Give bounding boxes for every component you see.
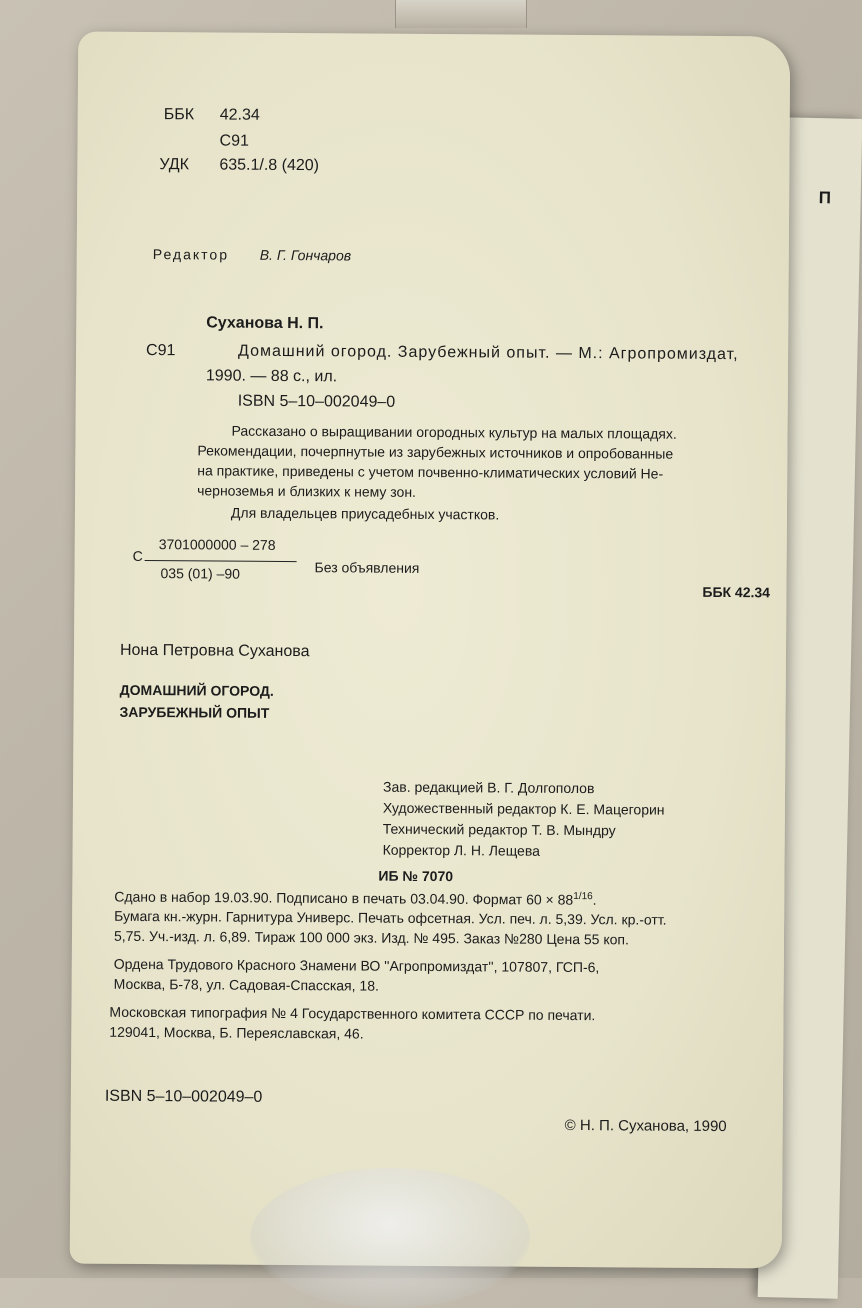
book-page bbox=[70, 32, 791, 1269]
printer-line: Московская типография № 4 Государственного комитета СССР по печати. bbox=[109, 1003, 596, 1024]
annotation-line: черноземья и близких к нему зон. bbox=[197, 482, 417, 500]
credit-line: Художественный редактор К. Е. Мацегорин bbox=[382, 799, 665, 818]
catalog-pub: 1990. — 88 с., ил. bbox=[205, 367, 338, 386]
ruler-tape bbox=[395, 0, 527, 28]
author-heading: Суханова Н. П. bbox=[206, 314, 324, 333]
udk-label: УДК bbox=[159, 156, 190, 174]
glove-fingers bbox=[250, 1168, 530, 1308]
bbk-value: 42.34 bbox=[219, 106, 260, 124]
credit-line: Корректор Л. Н. Лещева bbox=[382, 841, 541, 859]
annotation-line: на практике, приведены с учетом почвенно-климатических условий Не- bbox=[197, 462, 664, 482]
annotation-line: Рекомендации, почерпнутые из зарубежных источников и опробованные bbox=[197, 442, 674, 462]
printer-line: 129041, Москва, Б. Переяславская, 46. bbox=[109, 1023, 364, 1042]
fraction-note: Без объявления bbox=[314, 559, 420, 576]
credit-line: Технический редактор Т. В. Мындру bbox=[382, 820, 616, 839]
next-page-letter: П bbox=[818, 188, 832, 208]
catalog-title: Домашний огород. Зарубежный опыт. — М.: Агропромиздат, bbox=[238, 342, 739, 364]
fraction-denominator: 035 (01) –90 bbox=[160, 565, 240, 582]
udk-value: 635.1/.8 (420) bbox=[219, 156, 320, 175]
fraction-prefix: С bbox=[132, 547, 143, 564]
copyright: © Н. П. Суханова, 1990 bbox=[564, 1116, 727, 1136]
bbk-label: ББК bbox=[163, 106, 195, 124]
catalog-isbn: ISBN 5–10–002049–0 bbox=[237, 392, 396, 411]
book-title-line: ЗАРУБЕЖНЫЙ ОПЫТ bbox=[119, 703, 270, 721]
book-title-line: ДОМАШНИЙ ОГОРОД. bbox=[119, 681, 274, 699]
fraction-numerator: 3701000000 – 278 bbox=[158, 536, 276, 553]
editor-role: Редактор bbox=[152, 246, 230, 263]
author-full: Нона Петровна Суханова bbox=[119, 641, 310, 661]
annotation-line: Для владельцев приусадебных участков. bbox=[230, 504, 500, 523]
print-info-line: 5,75. Уч.-изд. л. 6,89. Тираж 100 000 экз. Изд. № 495. Заказ №280 Цена 55 коп. bbox=[113, 927, 629, 948]
bbk-code: С91 bbox=[219, 132, 249, 150]
print-info-line: Бумага кн.-журн. Гарнитура Универс. Печать офсетная. Усл. печ. л. 5,39. Усл. кр.-отт. bbox=[114, 907, 667, 928]
catalog-code: С91 bbox=[146, 342, 176, 360]
isbn-bottom: ISBN 5–10–002049–0 bbox=[104, 1087, 263, 1106]
ib-number: ИБ № 7070 bbox=[378, 867, 454, 885]
bbk-right: ББК 42.34 bbox=[702, 583, 771, 601]
annotation-line: Рассказано о выращивании огородных культур на малых площадях. bbox=[231, 422, 677, 442]
publisher-line: Москва, Б-78, ул. Садовая-Спасская, 18. bbox=[113, 975, 379, 994]
credit-line: Зав. редакцией В. Г. Долгополов bbox=[382, 778, 595, 797]
fraction-bar bbox=[145, 560, 297, 562]
print-info-line: Сдано в набор 19.03.90. Подписано в печать 03.04.90. Формат $60 \times 88^{1/16}$. bbox=[114, 888, 597, 908]
editor-name: В. Г. Гончаров bbox=[259, 246, 352, 264]
publisher-line: Ордена Трудового Красного Знамени ВО ''Агропромиздат'', 107807, ГСП-6, bbox=[113, 955, 600, 976]
